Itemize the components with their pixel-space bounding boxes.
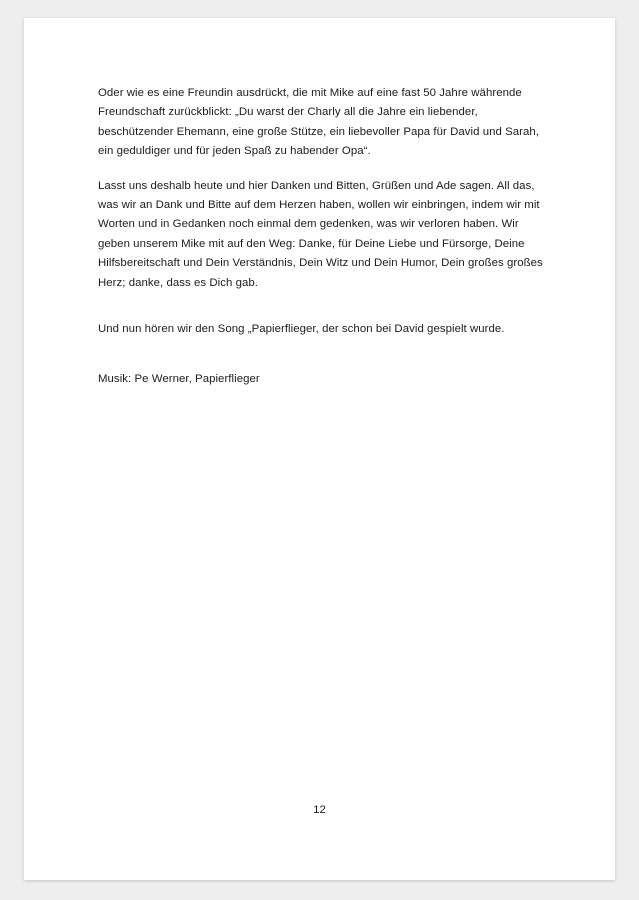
paragraph-3: Und nun hören wir den Song „Papierflieger, der schon bei David gespielt wurde.: [98, 323, 505, 336]
page-number: 12: [313, 804, 326, 816]
document-page: [24, 18, 615, 880]
paragraph-2: Lasst uns deshalb heute und hier Danken und Bitten, Grüßen und Ade sagen. All das, was wir an Dank und Bitte auf dem Herzen haben, wollen wir einbringen, indem wir mit Worten und in Gedanken noch einmal dem gedenken, was wir verloren haben. Wir geben unserem Mike mit auf den Weg: Danke, für Deine Liebe und Fürsorge, Deine Hilfsbereitschaft und Dein Verständnis, Dein Witz und Dein Humor, Dein großes großes Herz; danke, dass es Dich gab.: [98, 179, 543, 289]
paragraph-1: Oder wie es eine Freundin ausdrückt, die mit Mike auf eine fast 50 Jahre währende Freundschaft zurückblickt: „Du warst der Charly all die Jahre ein liebender, beschützender Ehemann, eine große Stütze, ein liebevoller Papa für David und Sarah, ein geduldiger und für jeden Spaß zu habender Opa“.: [98, 87, 540, 158]
paragraph-music-credit: Musik: Pe Werner, Papierflieger: [98, 373, 260, 386]
page-text-body: [98, 84, 548, 405]
